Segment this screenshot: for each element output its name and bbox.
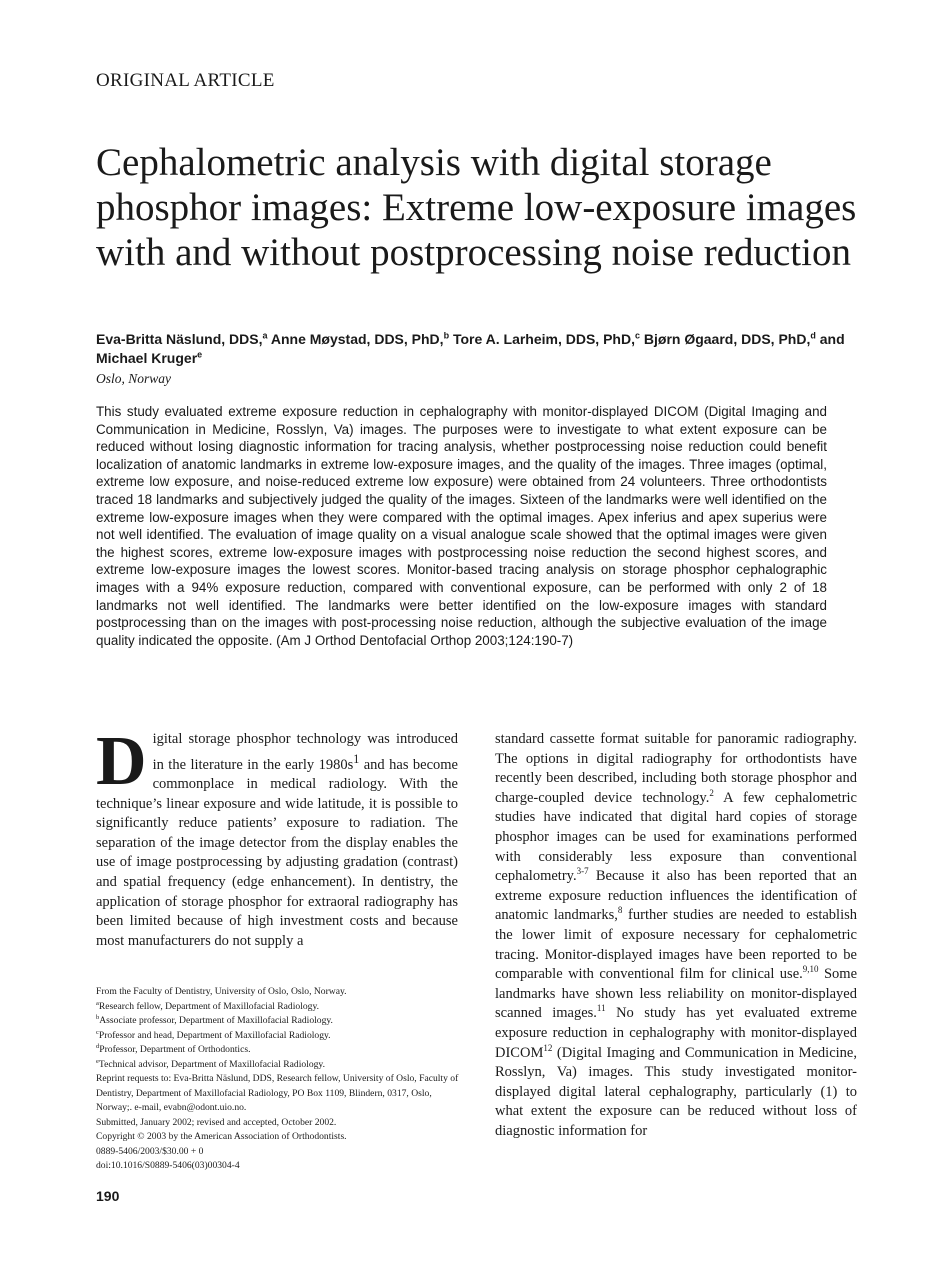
author-mark: b <box>443 330 450 341</box>
citation-mark: 3-7 <box>576 866 589 877</box>
citation-mark: 8 <box>617 905 623 916</box>
footnote-text: Professor, Department of Orthodontics. <box>99 1044 251 1055</box>
footnotes <box>96 985 460 1174</box>
body-text: No study has yet evaluated extreme exposure reduction in cephalography with monitor-displayed DICOM <box>495 1005 857 1061</box>
author-mark: c <box>634 330 640 341</box>
footnote-copyright: Copyright © 2003 by the American Association of Orthodontists. <box>96 1131 347 1142</box>
body-text: igital storage phosphor technology was introduced in the literature in the early 1980s <box>152 731 458 773</box>
footnote-role <box>96 1014 460 1029</box>
footnote-doi: doi:10.1016/S0889-5406(03)00304-4 <box>96 1160 240 1171</box>
footnote-role <box>96 1029 460 1044</box>
author-name: Tore A. Larheim, DDS, PhD, <box>452 331 635 347</box>
author-name: and Michael Kruger <box>96 331 845 366</box>
author-location: Oslo, Norway <box>96 371 172 386</box>
footnote-text: Research fellow, Department of Maxillofacial Radiology. <box>98 1000 320 1012</box>
author-name: Anne Møystad, DDS, PhD, <box>270 331 444 347</box>
citation-mark: 9,10 <box>802 964 819 975</box>
body-column-right <box>495 730 857 1141</box>
author-list <box>96 330 856 368</box>
body-text: further studies are needed to establish the lower limit of exposure necessary for cephalometric tracing. Monitor-displayed images have been reported to be comparable with conventional film for clinical use. <box>495 907 857 983</box>
footnote-affiliation: From the Faculty of Dentistry, University of Oslo, Oslo, Norway. <box>96 986 347 997</box>
footnote-mark: b <box>96 1013 100 1021</box>
body-column-left <box>96 723 458 951</box>
footnote-role <box>96 1043 460 1058</box>
footnote-submitted: Submitted, January 2002; revised and accepted, October 2002. <box>96 1116 337 1128</box>
footnote-mark: d <box>96 1042 100 1050</box>
author-name: Bjørn Øgaard, DDS, PhD, <box>643 331 811 347</box>
body-text: (Digital Imaging and Communication in Medicine, Rosslyn, Va) images. This study investigated monitor-displayed digital lateral cephalography, particularly (1) to what extent the exposure can be reduced without loss of diagnostic information for <box>495 1044 857 1139</box>
footnote-mark: a <box>96 999 99 1007</box>
footnote-text: Professor and head, Department of Maxillofacial Radiology. <box>98 1029 331 1041</box>
footnote-reprint: Reprint requests to: Eva-Britta Näslund, DDS, Research fellow, University of Oslo, Faculty of Dentistry, Department of Maxillofacial Radiology, PO Box 1109, Blindern, 0317, Oslo, Norway;. e-mail, evabn@odont.uio.no. <box>96 1073 459 1113</box>
citation-mark: 1 <box>353 751 360 766</box>
footnote-role <box>96 1058 460 1073</box>
footnote-issn: 0889-5406/2003/$30.00 + 0 <box>96 1145 204 1157</box>
citation-mark: 11 <box>596 1003 606 1014</box>
footnote-mark: e <box>96 1057 99 1065</box>
author-mark: e <box>197 349 203 360</box>
body-text: standard cassette format suitable for panoramic radiography. The options in digital radiography for orthodontists have recently been described, including both storage phosphor and charge-coupled device technology. <box>495 731 857 806</box>
author-mark: a <box>262 330 268 341</box>
author-mark: d <box>810 330 816 341</box>
footnote-text: Associate professor, Department of Maxillofacial Radiology. <box>99 1015 333 1026</box>
body-text: A few cephalometric studies have indicated that digital hard copies of storage phosphor images can be used for examinations performed with considerably less exposure than conventional cephalometry. <box>495 789 857 885</box>
citation-mark: 2 <box>709 787 714 798</box>
section-label: ORIGINAL ARTICLE <box>96 70 275 91</box>
body-text: Because it also has been reported that an extreme exposure reduction influences the identification of anatomic landmarks, <box>495 868 857 924</box>
citation-mark: 12 <box>543 1042 553 1053</box>
page-number: 190 <box>96 1188 120 1204</box>
body-text: Some landmarks have shown less reliability on monitor-displayed scanned images. <box>495 966 858 1022</box>
drop-cap: D <box>96 723 147 800</box>
article-title: Cephalometric analysis with digital storage phosphor images: Extreme low-exposure images with and without postprocessing noise reduction <box>96 141 857 274</box>
author-name: Eva-Britta Näslund, DDS, <box>96 331 263 347</box>
abstract: This study evaluated extreme exposure reduction in cephalography with monitor-displayed DICOM (Digital Imaging and Communication in Medicine, Rosslyn, Va) images. The purposes were to investigate to what extent exposure can be reduced without losing diagnostic information for tracing analysis, whether postprocessing noise reduction could benefit localization of anatomic landmarks in extreme low-exposure images, and the quality of the images. Three images (optimal, extreme low exposure, and noise-reduced extreme low exposure) were obtained from 24 volunteers. Three orthodontists traced 18 landmarks and subjectively judged the quality of the images. Sixteen of the landmarks were well identified on the extreme low-exposure images when they were compared with the optimal images. Apex inferius and apex superius were not well identified. The evaluation of image quality on a visual analogue scale showed that the optimal images were given the highest scores, extreme low-exposure images with postprocessing noise reduction the second highest scores, and extreme low-exposure images the lowest scores. Monitor-based tracing analysis on storage phosphor cephalographic images with a 94% exposure reduction, compared with conventional exposure, can be performed with only 2 of 18 landmarks not well identified. The landmarks were better identified on the low-exposure images with standard postprocessing than on the images with post-processing noise reduction, although the subjective evaluation of the image quality indicated the opposite. (Am J Orthod Dentofacial Orthop 2003;124:190-7) <box>96 404 827 648</box>
footnote-role <box>96 1000 460 1015</box>
footnote-mark: c <box>96 1028 99 1036</box>
body-text: and has become commonplace in medical radiology. With the technique’s linear exposure and wide latitude, it is possible to significantly reduce patients’ exposure to radiation. The separation of the image detector from the display enables the use of image postprocessing by adjusting gradation (contrast) and spatial frequency (edge enhancement). In dentistry, the application of storage phosphor for extraoral radiography has been limited because of high investment costs and because most manufacturers do not supply a <box>96 756 458 949</box>
footnote-text: Technical advisor, Department of Maxillofacial Radiology. <box>98 1058 325 1070</box>
